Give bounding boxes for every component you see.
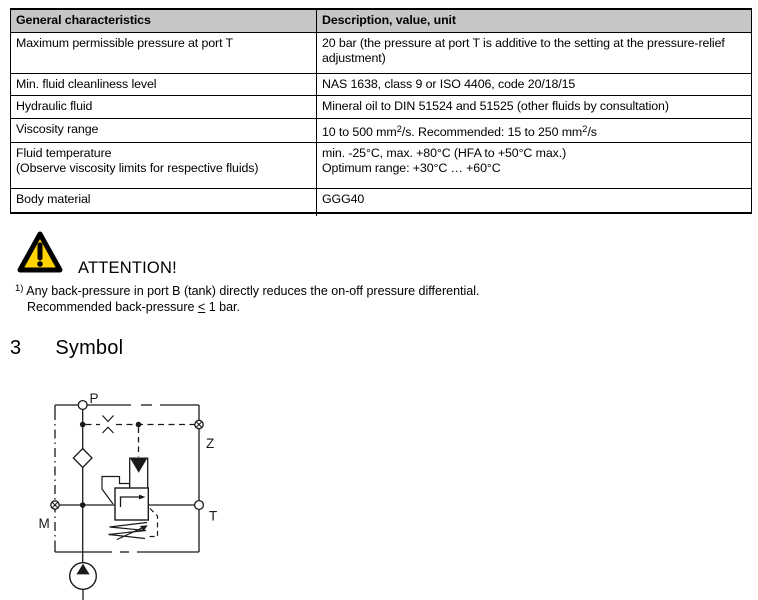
port-p-circle	[78, 401, 87, 410]
table-header-row	[11, 9, 752, 33]
cell-value: min. -25°C, max. +80°C (HFA to +50°C max.) Optimum range: +30°C … +60°C	[317, 143, 752, 189]
orifice-icon	[103, 416, 114, 422]
check-valve-icon	[73, 449, 92, 468]
cell-characteristic: Body material	[11, 189, 317, 214]
cell-characteristic: Hydraulic fluid	[11, 96, 317, 119]
table-row	[11, 96, 752, 119]
pilot-hook-line	[102, 477, 130, 505]
general-characteristics-table	[10, 8, 752, 214]
cell-characteristic: Viscosity range	[11, 119, 317, 143]
section-number: 3	[10, 337, 22, 359]
hydraulic-symbol-diagram	[0, 385, 250, 600]
table-row	[11, 189, 752, 214]
port-label-m: M	[38, 516, 50, 531]
footnote-marker: 1)	[15, 283, 24, 294]
cell-characteristic: Fluid temperature (Observe viscosity limits for respective fluids)	[11, 143, 317, 189]
enclosure-boundary	[55, 405, 199, 552]
footnote	[15, 281, 479, 315]
superscript: 2	[582, 124, 588, 135]
table-row	[11, 143, 752, 189]
table-row	[11, 119, 752, 143]
cell-value: Mineral oil to DIN 51524 and 51525 (other fluids by consultation)	[317, 96, 752, 119]
cell-characteristic: Min. fluid cleanliness level	[11, 74, 317, 96]
port-label-t: T	[209, 508, 218, 524]
table-row	[11, 33, 752, 74]
cell-value: NAS 1638, class 9 or ISO 4406, code 20/18/15	[317, 74, 752, 96]
port-labels	[39, 391, 218, 531]
spring-icon	[109, 523, 148, 539]
port-t-circle	[195, 501, 204, 510]
port-z-plug-icon	[195, 420, 203, 428]
port-label-p: P	[89, 391, 99, 406]
attention-label: ATTENTION!	[78, 259, 177, 277]
superscript: 2	[396, 124, 402, 135]
pilot-arrow-icon	[130, 458, 148, 473]
column-header-characteristics: General characteristics	[11, 9, 317, 33]
less-equal-symbol: <	[197, 299, 206, 314]
footnote-line2: Recommended back-pressure < 1 bar.	[27, 299, 240, 314]
column-header-description: Description, value, unit	[317, 9, 752, 33]
orifice-icon	[103, 427, 114, 433]
junction-dots	[80, 422, 141, 508]
port-label-z: Z	[206, 436, 215, 451]
footnote-line1: $^{1)}$ Any back-pressure in port B (tank) directly reduces the on-off pressure differential.	[15, 283, 480, 298]
cell-value: 20 bar (the pressure at port T is additive to the setting at the pressure-relief adjustment)	[317, 33, 752, 74]
table-row	[11, 74, 752, 96]
warning-triangle-icon	[16, 230, 64, 276]
port-m-plug-icon	[51, 501, 59, 509]
section-title: Symbol	[55, 337, 124, 359]
cell-value: GGG40	[317, 189, 752, 214]
port-symbols	[51, 401, 204, 510]
relief-valve-icon	[102, 458, 148, 540]
section-heading	[10, 337, 123, 360]
table-divider-stub	[316, 210, 317, 216]
pump-icon	[70, 563, 97, 600]
cell-characteristic: Maximum permissible pressure at port T	[11, 33, 317, 74]
cell-value: 10 to 500 $mm^2/s$. Recommended: 15 to 250 $mm^2/s$	[317, 119, 752, 143]
